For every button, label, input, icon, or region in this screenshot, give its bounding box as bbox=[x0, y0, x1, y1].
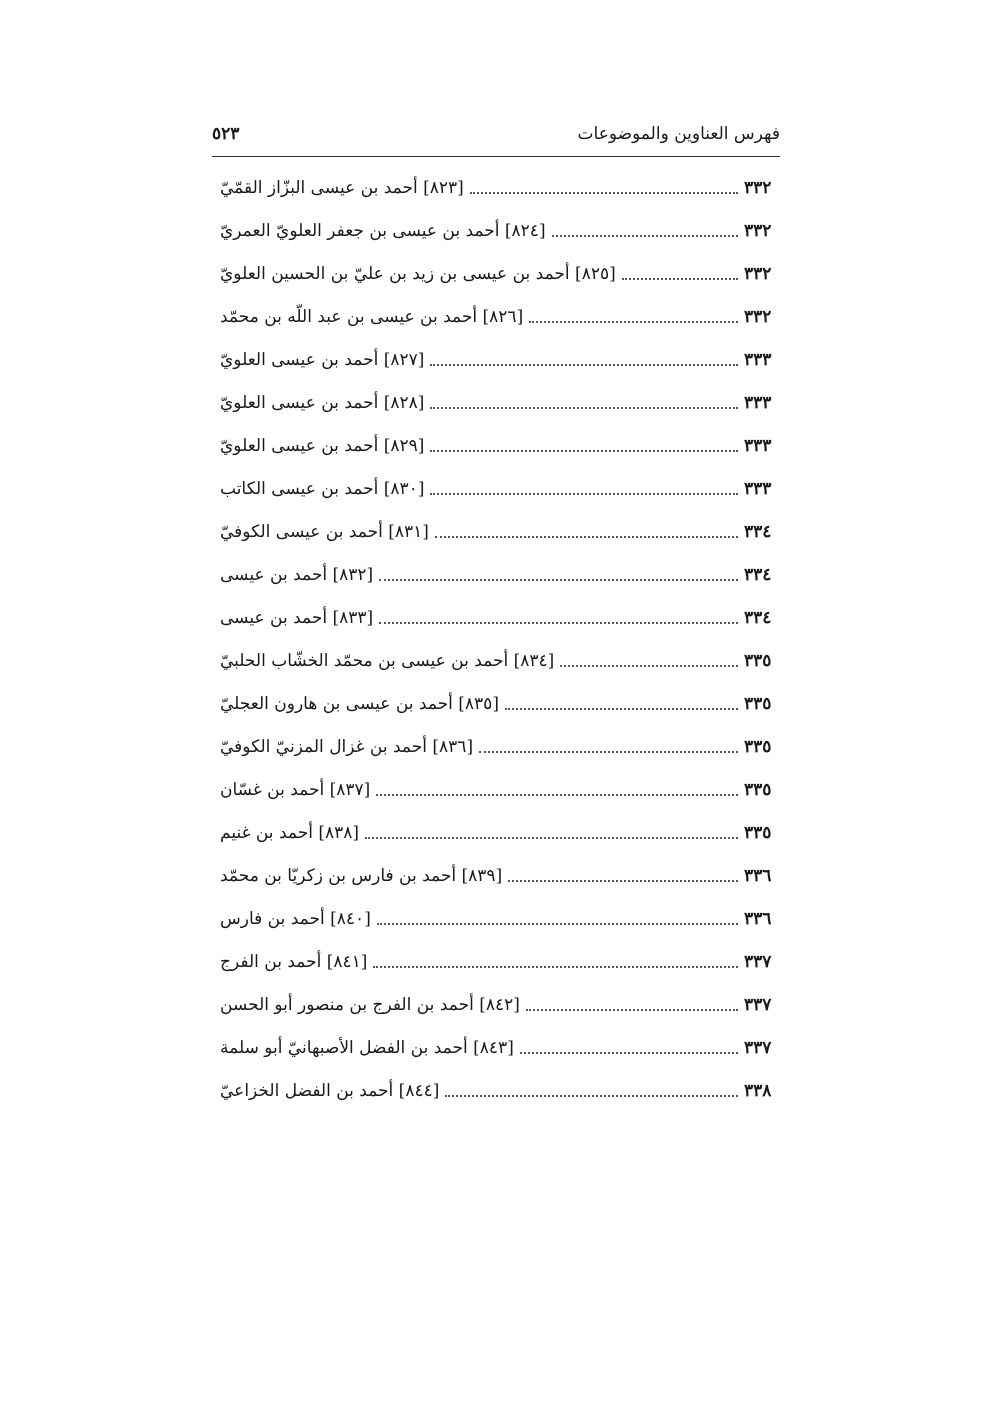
toc-entry-page: ٣٣٢ bbox=[744, 220, 772, 241]
toc-entry bbox=[212, 424, 780, 467]
toc-entry-page: ٣٣٦ bbox=[744, 908, 772, 929]
toc-entry-title: [٨٢٨] أحمد بن عيسى العلويّ bbox=[220, 392, 425, 413]
toc-entry-title: [٨٢٤] أحمد بن عيسى بن جعفر العلويّ العمريّ bbox=[220, 220, 546, 241]
toc-entry-title: [٨٣١] أحمد بن عيسى الكوفيّ bbox=[220, 521, 429, 542]
dot-leader bbox=[526, 991, 738, 1011]
toc-entry-page: ٣٣٤ bbox=[744, 564, 772, 585]
toc-entry bbox=[212, 639, 780, 682]
toc-entry-page: ٣٣٣ bbox=[744, 349, 772, 370]
toc-entry-page: ٣٣٣ bbox=[744, 478, 772, 499]
toc-entry bbox=[212, 983, 780, 1026]
dot-leader bbox=[529, 303, 738, 323]
toc-entry bbox=[212, 1026, 780, 1069]
toc-entry-title: [٨٤٤] أحمد بن الفضل الخزاعيّ bbox=[220, 1080, 440, 1101]
toc-entry-page: ٣٣٣ bbox=[744, 435, 772, 456]
toc-entry-page: ٣٣٢ bbox=[744, 263, 772, 284]
dot-leader bbox=[430, 475, 738, 495]
toc-entry-title: [٨٣٦] أحمد بن غزال المزنيّ الكوفيّ bbox=[220, 736, 474, 757]
toc-entry-title: [٨٤١] أحمد بن الفرج bbox=[220, 951, 368, 972]
toc-entry-title: [٨٣٠] أحمد بن عيسى الكاتب bbox=[220, 478, 425, 499]
toc-entry-page: ٣٣٢ bbox=[744, 306, 772, 327]
toc-entry-title: [٨٤٢] أحمد بن الفرج بن منصور أبو الحسن bbox=[220, 994, 520, 1015]
toc-entry bbox=[212, 596, 780, 639]
dot-leader bbox=[373, 948, 738, 968]
toc-entry bbox=[212, 682, 780, 725]
toc-entry bbox=[212, 553, 780, 596]
toc-entry bbox=[212, 381, 780, 424]
toc-entry-page: ٣٣٦ bbox=[744, 865, 772, 886]
toc-entry-title: [٨٤٠] أحمد بن فارس bbox=[220, 908, 371, 929]
toc-entry-title: [٨٣٨] أحمد بن غنيم bbox=[220, 822, 360, 843]
toc-entry bbox=[212, 295, 780, 338]
toc-entry-title: [٨٣٤] أحمد بن عيسى بن محمّد الخشّاب الحلبيّ bbox=[220, 650, 555, 671]
dot-leader bbox=[430, 432, 738, 452]
toc-entry-page: ٣٣٥ bbox=[744, 779, 772, 800]
toc-entry-page: ٣٣٢ bbox=[744, 177, 772, 198]
toc-entry-title: [٨٤٣] أحمد بن الفضل الأصبهانيّ أبو سلمة bbox=[220, 1037, 514, 1058]
toc-entry-title: [٨٣٣] أحمد بن عيسى bbox=[220, 607, 374, 628]
toc-entry bbox=[212, 510, 780, 553]
dot-leader bbox=[365, 819, 738, 839]
toc-entry bbox=[212, 338, 780, 381]
dot-leader bbox=[479, 733, 738, 753]
toc-entry-title: [٨٣٥] أحمد بن عيسى بن هارون العجليّ bbox=[220, 693, 499, 714]
toc-entry-page: ٣٣٤ bbox=[744, 607, 772, 628]
toc-entry-page: ٣٣٥ bbox=[744, 736, 772, 757]
dot-leader bbox=[376, 776, 738, 796]
toc-entry-title: [٨٢٦] أحمد بن عيسى بن عبد اللّه بن محمّد bbox=[220, 306, 524, 327]
toc-entry bbox=[212, 166, 780, 209]
dot-leader bbox=[435, 518, 738, 538]
dot-leader bbox=[560, 647, 738, 667]
running-header bbox=[212, 120, 780, 157]
toc-entry bbox=[212, 725, 780, 768]
dot-leader bbox=[470, 174, 738, 194]
header-title: فهرس العناوين والموضوعات bbox=[577, 124, 780, 144]
toc-entry-page: ٣٣٥ bbox=[744, 650, 772, 671]
toc-entry-title: [٨٢٣] أحمد بن عيسى البزّاز القمّيّ bbox=[220, 177, 464, 198]
toc-entry-page: ٣٣٤ bbox=[744, 521, 772, 542]
toc-entry-title: [٨٢٥] أحمد بن عيسى بن زيد بن عليّ بن الحسين العلويّ bbox=[220, 263, 616, 284]
dot-leader bbox=[377, 905, 738, 925]
dot-leader bbox=[430, 346, 738, 366]
dot-leader bbox=[552, 217, 738, 237]
dot-leader bbox=[622, 260, 738, 280]
toc-entry-page: ٣٣٨ bbox=[744, 1080, 772, 1101]
dot-leader bbox=[520, 1034, 738, 1054]
toc-entry-page: ٣٣٥ bbox=[744, 693, 772, 714]
dot-leader bbox=[430, 389, 738, 409]
dot-leader bbox=[379, 604, 738, 624]
toc-entry bbox=[212, 897, 780, 940]
toc-entry-page: ٣٣٧ bbox=[744, 951, 772, 972]
page-number: ٥٢٣ bbox=[212, 124, 240, 144]
toc-entry-title: [٨٣٢] أحمد بن عيسى bbox=[220, 564, 374, 585]
dot-leader bbox=[505, 690, 738, 710]
toc-entry-page: ٣٣٣ bbox=[744, 392, 772, 413]
toc-entry-title: [٨٢٩] أحمد بن عيسى العلويّ bbox=[220, 435, 425, 456]
dot-leader bbox=[508, 862, 738, 882]
toc-entry-page: ٣٣٧ bbox=[744, 994, 772, 1015]
toc-entry bbox=[212, 768, 780, 811]
toc-entry-title: [٨٢٧] أحمد بن عيسى العلويّ bbox=[220, 349, 425, 370]
toc-list bbox=[212, 166, 780, 1112]
toc-entry-title: [٨٣٩] أحمد بن فارس بن زكريّا بن محمّد bbox=[220, 865, 503, 886]
toc-entry bbox=[212, 467, 780, 510]
toc-entry bbox=[212, 811, 780, 854]
toc-entry-page: ٣٣٧ bbox=[744, 1037, 772, 1058]
toc-entry bbox=[212, 1069, 780, 1112]
toc-entry bbox=[212, 940, 780, 983]
dot-leader bbox=[379, 561, 738, 581]
toc-entry bbox=[212, 854, 780, 897]
toc-entry bbox=[212, 209, 780, 252]
toc-entry bbox=[212, 252, 780, 295]
toc-entry-title: [٨٣٧] أحمد بن غسّان bbox=[220, 779, 371, 800]
dot-leader bbox=[445, 1077, 738, 1097]
toc-entry-page: ٣٣٥ bbox=[744, 822, 772, 843]
